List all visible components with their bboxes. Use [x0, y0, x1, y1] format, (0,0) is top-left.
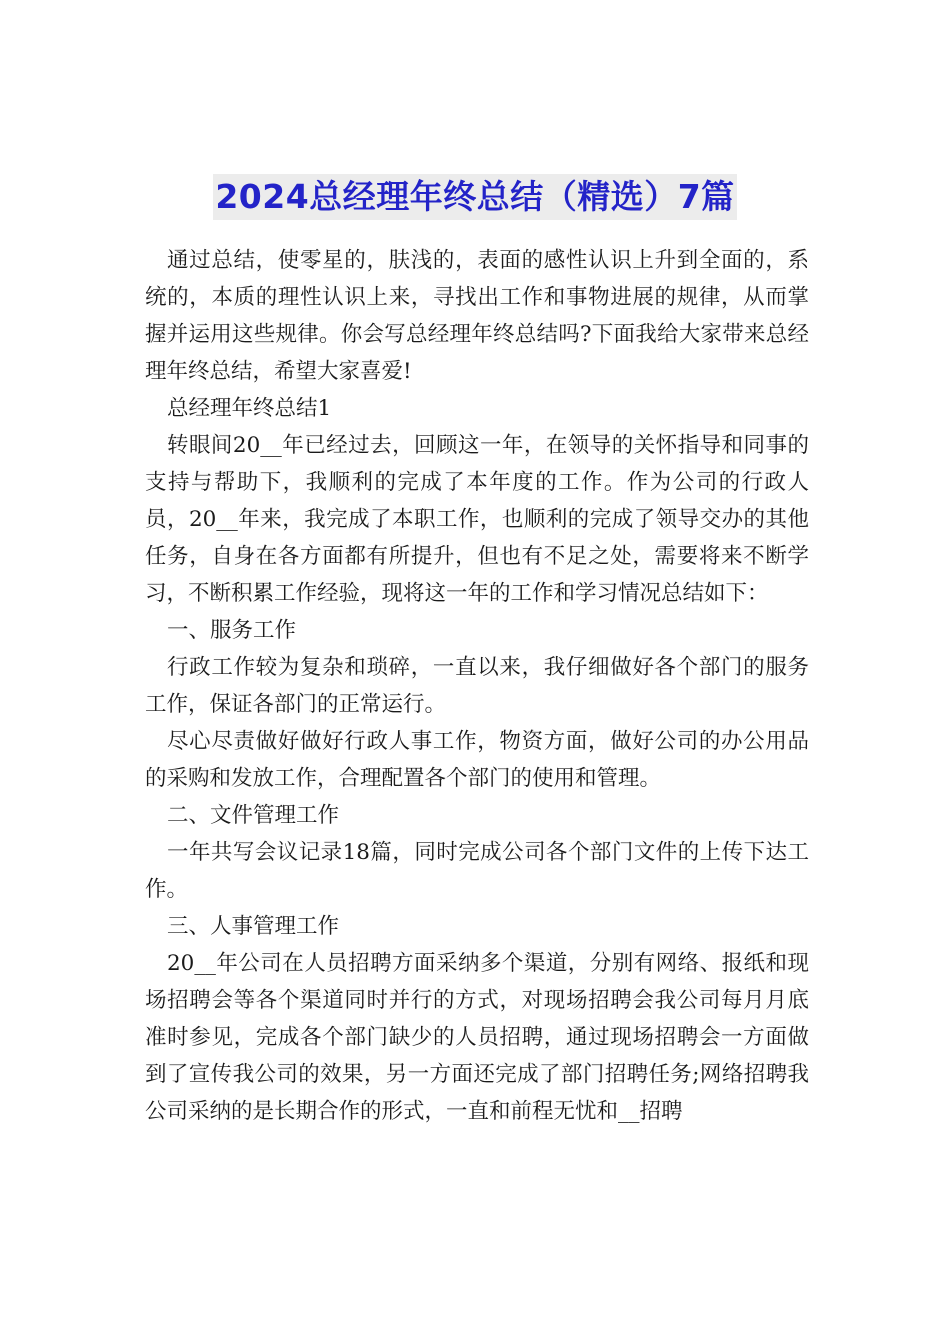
section-heading-service: 一、服务工作 [167, 618, 297, 643]
body-paragraph: 一年共写会议记录18篇，同时完成公司各个部门文件的上传下达工作。 [145, 840, 809, 902]
document-title: 2024总经理年终总结（精选）7篇 [213, 174, 736, 220]
document-body [145, 242, 809, 1130]
body-paragraph: 20__年公司在人员招聘方面采纳多个渠道，分别有网络、报纸和现场招聘会等各个渠道同时并行的方式，对现场招聘会我公司每月月底准时参见，完成各个部门缺少的人员招聘，通过现场招聘会一方面做到了宣传我公司的效果，另一方面还完成了部门招聘任务;网络招聘我公司采纳的是长期合作的形式，一直和前程无忧和__招聘 [145, 951, 809, 1124]
body-paragraph: 尽心尽责做好做好行政人事工作，物资方面，做好公司的办公用品的采购和发放工作，合理配置各个部门的使用和管理。 [145, 729, 809, 791]
section-heading-personnel: 三、人事管理工作 [167, 914, 340, 939]
section-heading-summary-1: 总经理年终总结1 [167, 396, 332, 421]
intro-paragraph: 通过总结，使零星的，肤浅的，表面的感性认识上升到全面的，系统的，本质的理性认识上来，寻找出工作和事物进展的规律，从而掌握并运用这些规律。你会写总经理年终总结吗?下面我给大家带来总经理年终总结，希望大家喜爱! [145, 248, 809, 384]
body-paragraph: 行政工作较为复杂和琐碎，一直以来，我仔细做好各个部门的服务工作，保证各部门的正常运行。 [145, 655, 809, 717]
body-paragraph: 转眼间20__年已经过去，回顾这一年，在领导的关怀指导和同事的支持与帮助下，我顺利的完成了本年度的工作。作为公司的行政人员，20__年来，我完成了本职工作，也顺利的完成了领导交办的其他任务，自身在各方面都有所提升，但也有不足之处，需要将来不断学习，不断积累工作经验，现将这一年的工作和学习情况总结如下： [145, 433, 809, 606]
section-heading-file-management: 二、文件管理工作 [167, 803, 340, 828]
title-container [0, 174, 950, 220]
